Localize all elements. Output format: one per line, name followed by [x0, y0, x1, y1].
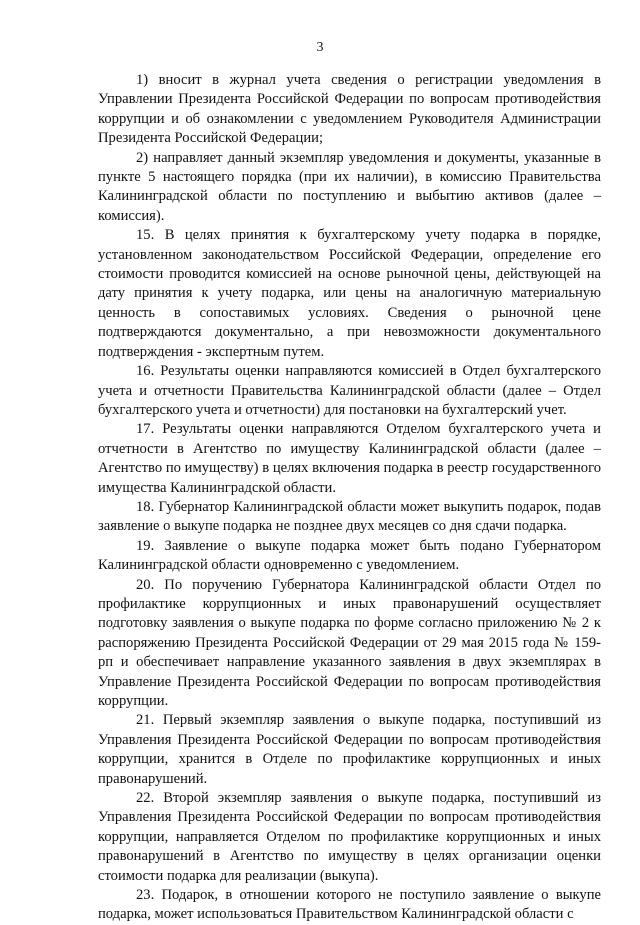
page-number: 3 [316, 40, 324, 55]
paragraph-16: 16. Результаты оценки направляются комиссией в Отдел бухгалтерского учета и отчетности Правительства Калининградской области (далее – Отдел бухгалтерского учета и отчетности) для постановки на бухгалтерский учет. [98, 363, 601, 418]
paragraph-21: 21. Первый экземпляр заявления о выкупе подарка, поступивший из Управления Президента Российской Федерации по вопросам противодействия коррупции, хранится в Отделе по профилактике коррупционных и иных правонарушений. [98, 712, 601, 787]
paragraph-18: 18. Губернатор Калининградской области может выкупить подарок, подав заявление о выкупе подарка не позднее двух месяцев со дня сдачи подарка. [98, 498, 601, 535]
paragraph-item-2: 2) направляет данный экземпляр уведомления и документы, указанные в пункте 5 настоящего порядка (при их наличии), в комиссию Правительства Калининградской области по поступлению и выбытию активов (далее – комиссия). [98, 149, 601, 224]
paragraph-17: 17. Результаты оценки направляются Отделом бухгалтерского учета и отчетности в Агентство по имуществу Калининградской области (далее – Агентство по имуществу) в целях включения подарка в реестр государственного имущества Калининградской области. [98, 421, 601, 496]
paragraph-22: 22. Второй экземпляр заявления о выкупе подарка, поступивший из Управления Президента Российской Федерации по вопросам противодействия коррупции, направляется Отделом по профилактике коррупционных и иных правонарушений в Агентство по имуществу в целях организации оценки стоимости подарка для реализации (выкупа). [98, 790, 601, 884]
paragraph-item-1: 1) вносит в журнал учета сведения о регистрации уведомления в Управлении Президента Российской Федерации по вопросам противодействия коррупции и об ознакомлении с уведомлением Руководителя Администрации Президента Российской Федерации; [98, 72, 601, 147]
paragraph-15: 15. В целях принятия к бухгалтерскому учету подарка в порядке, установленном законодательством Российской Федерации, определение его стоимости проводится комиссией на основе рыночной цены, действующей на дату принятия к учету подарка, или цены на аналогичную материальную ценность в сопоставимых условиях. Сведения о рыночной цене подтверждаются документально, а при невозможности документального подтверждения - экспертным путем. [98, 227, 601, 360]
paragraph-23: 23. Подарок, в отношении которого не поступило заявление о выкупе подарка, может использоваться Правительством Калининградской области с [98, 887, 601, 923]
paragraph-19: 19. Заявление о выкупе подарка может быть подано Губернатором Калининградской области одновременно с уведомлением. [98, 537, 601, 574]
document-body [98, 71, 601, 925]
paragraph-20: 20. По поручению Губернатора Калининградской области Отдел по профилактике коррупционных и иных правонарушений осуществляет подготовку заявления о выкупе подарка по форме согласно приложению № 2 к распоряжению Президента Российской Федерации от 29 мая 2015 года № 159-рп и обеспечивает направление указанного заявления в двух экземплярах в Управление Президента Российской Федерации по вопросам противодействия коррупции. [98, 576, 601, 709]
